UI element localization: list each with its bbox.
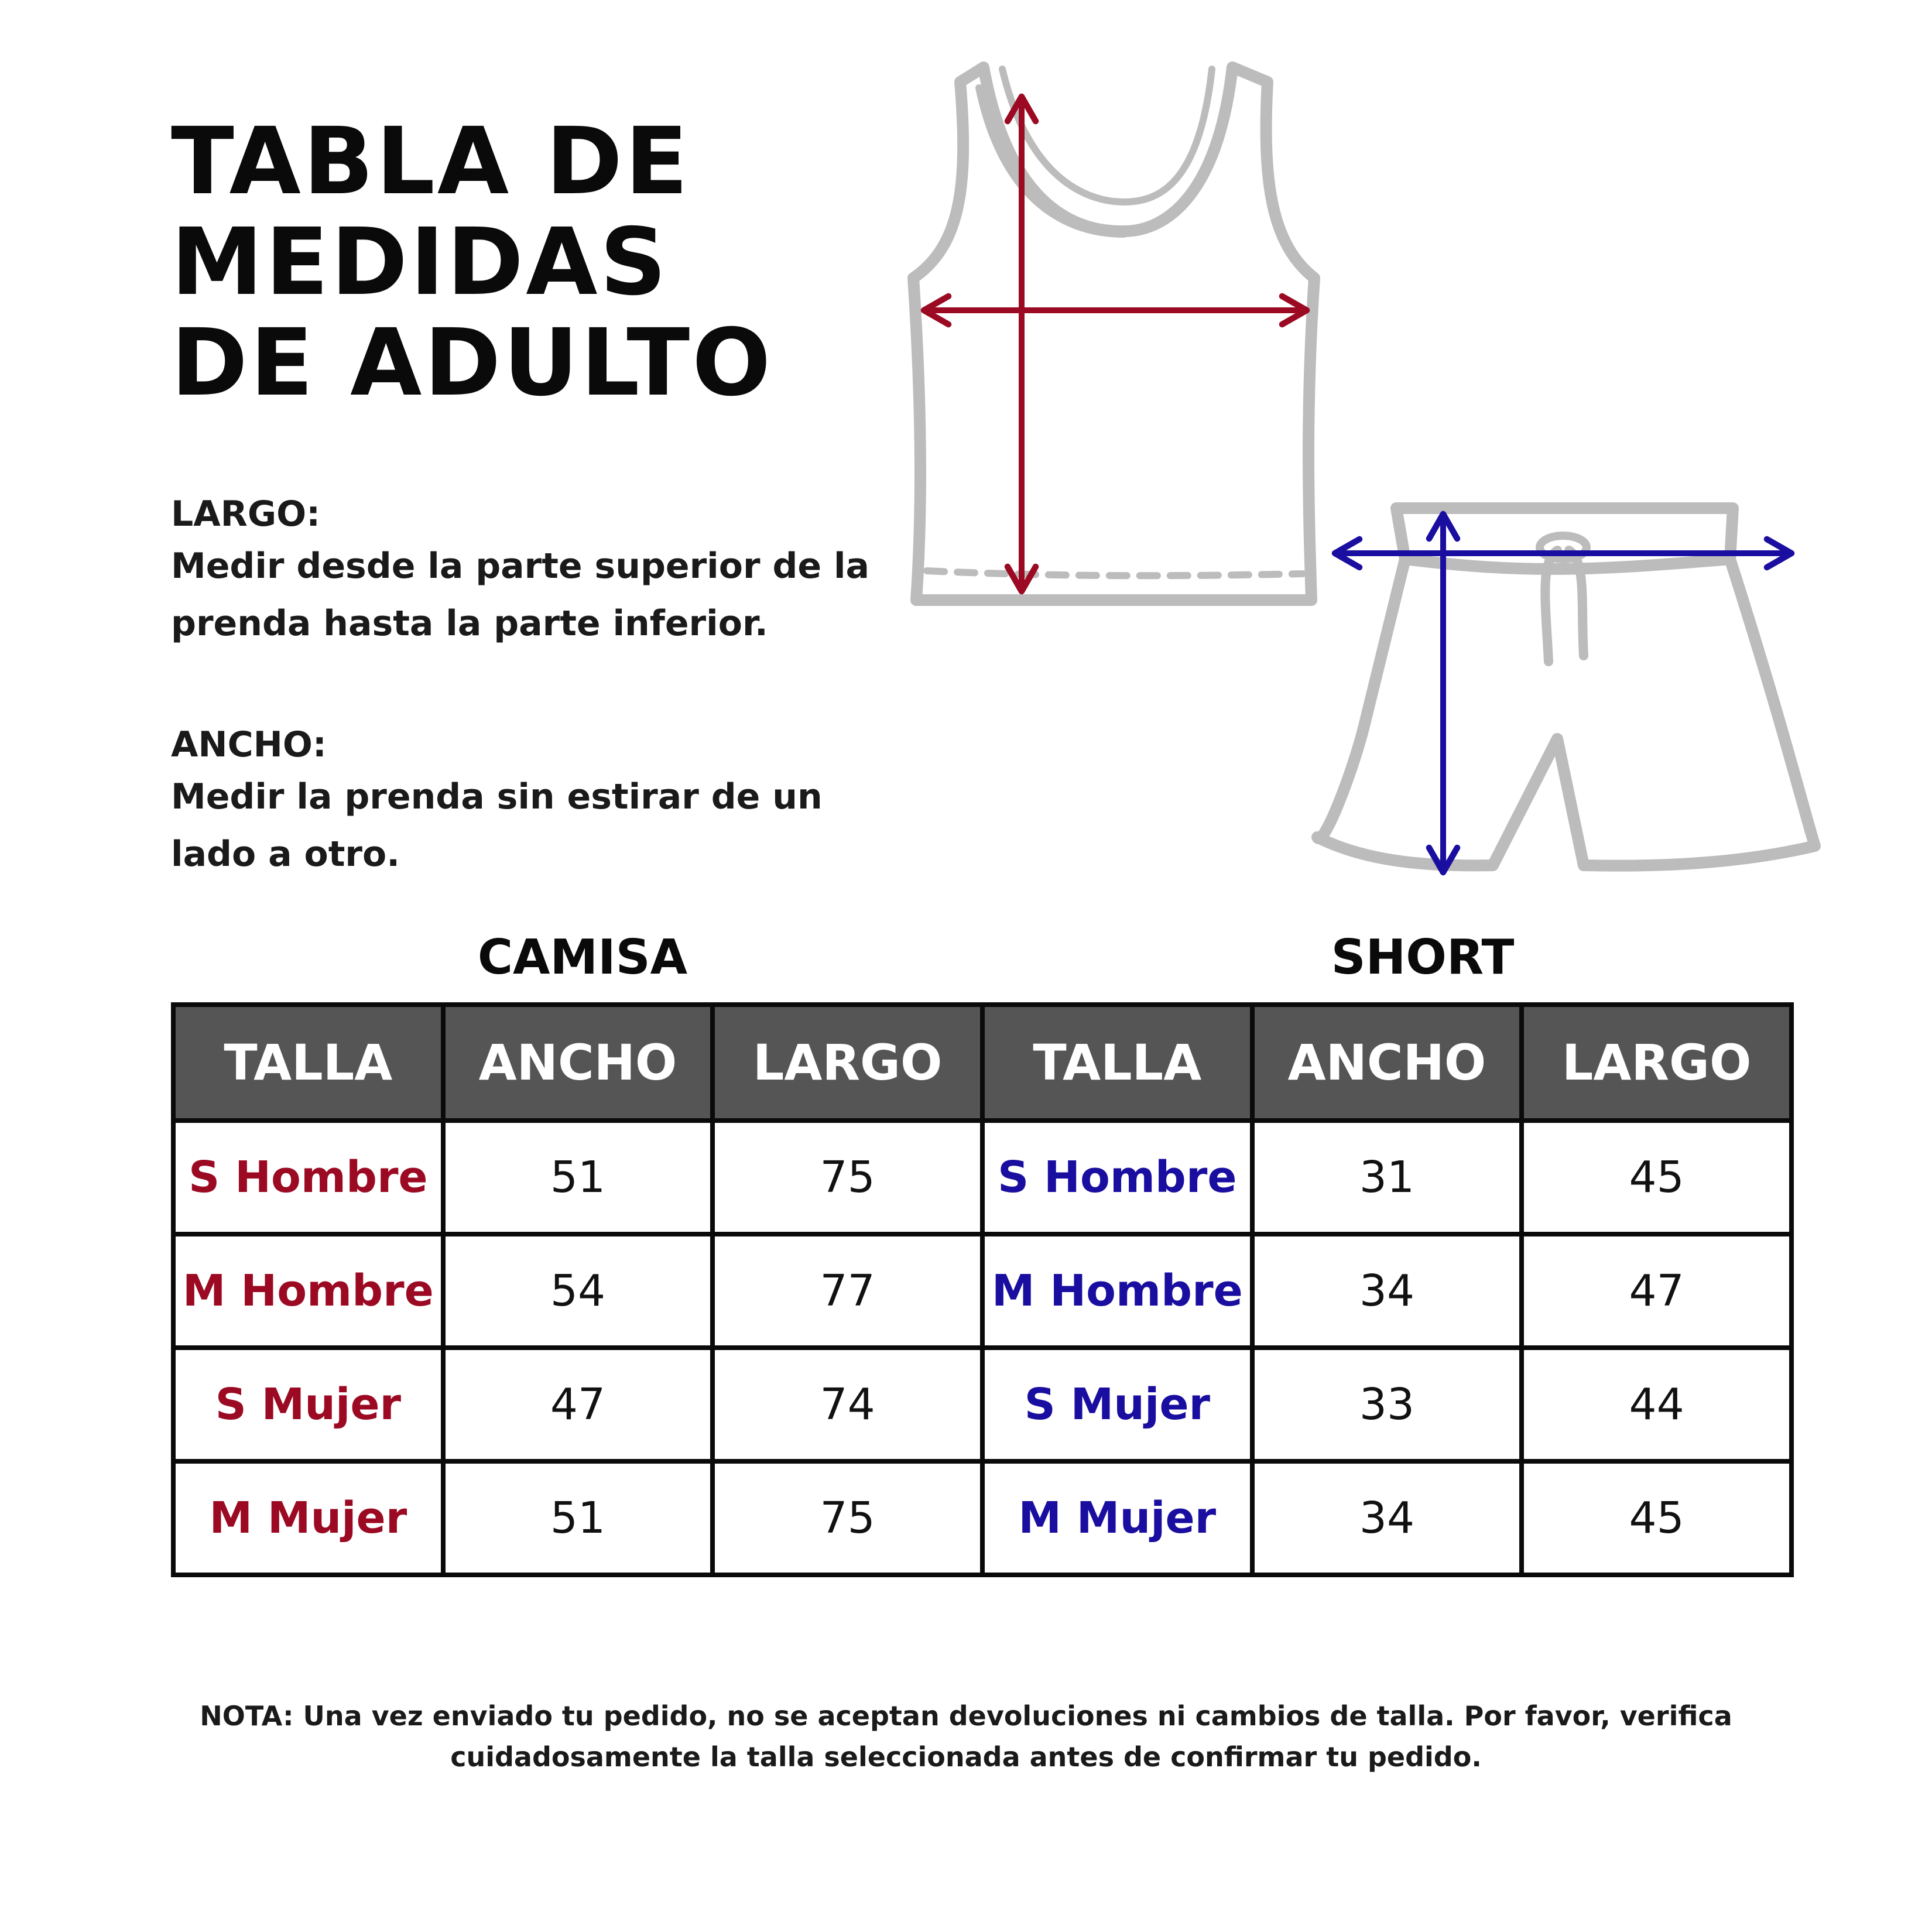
shorts-icon: [1317, 508, 1815, 866]
camisa-size-name: S Mujer: [173, 1348, 443, 1461]
camisa-largo-value: 74: [712, 1348, 982, 1461]
short-size-name: M Hombre: [982, 1234, 1252, 1348]
camisa-ancho-value: 47: [443, 1348, 713, 1461]
ancho-label: ANCHO:: [171, 724, 327, 765]
size-table: [171, 1002, 1794, 1577]
title-line-3: DE ADULTO: [171, 309, 773, 417]
title-line-1: TABLA DE: [171, 108, 691, 215]
header-camisa-ancho: ANCHO: [443, 1005, 713, 1121]
camisa-ancho-value: 51: [443, 1461, 713, 1575]
short-heading: SHORT: [1331, 930, 1515, 985]
camisa-largo-value: 77: [712, 1234, 982, 1348]
table-row: [173, 1121, 1791, 1234]
largo-text: Medir desde la parte superior de la prenda hasta la parte inferior.: [171, 546, 870, 644]
ancho-text: Medir la prenda sin estirar de un lado a otro.: [171, 776, 823, 875]
camisa-ancho-value: 51: [443, 1121, 713, 1234]
garment-illustration: [0, 0, 1932, 913]
camisa-largo-value: 75: [712, 1121, 982, 1234]
table-row: [173, 1461, 1791, 1575]
short-largo-value: 44: [1522, 1348, 1791, 1461]
disclaimer-note: NOTA: Una vez enviado tu pedido, no se aceptan devoluciones ni cambios de talla. Por favor, verifica cuidadosamente la talla seleccionada antes de confirmar tu pedido.: [200, 1700, 1732, 1773]
camisa-ancho-value: 54: [443, 1234, 713, 1348]
short-ancho-value: 31: [1252, 1121, 1522, 1234]
header-short-largo: LARGO: [1522, 1005, 1791, 1121]
header-short-talla: TALLA: [982, 1005, 1252, 1121]
header-camisa-largo: LARGO: [712, 1005, 982, 1121]
table-row: [173, 1234, 1791, 1348]
short-ancho-value: 33: [1252, 1348, 1522, 1461]
largo-label: LARGO:: [171, 494, 321, 535]
short-largo-value: 45: [1522, 1121, 1791, 1234]
camisa-size-name: S Hombre: [173, 1121, 443, 1234]
camisa-heading: CAMISA: [477, 930, 688, 985]
header-camisa-talla: TALLA: [173, 1005, 443, 1121]
short-size-name: M Mujer: [982, 1461, 1252, 1575]
short-largo-value: 47: [1522, 1234, 1791, 1348]
short-size-name: S Mujer: [982, 1348, 1252, 1461]
camisa-size-name: M Mujer: [173, 1461, 443, 1575]
short-ancho-value: 34: [1252, 1461, 1522, 1575]
camisa-size-name: M Hombre: [173, 1234, 443, 1348]
camisa-largo-value: 75: [712, 1461, 982, 1575]
header-short-ancho: ANCHO: [1252, 1005, 1522, 1121]
short-size-name: S Hombre: [982, 1121, 1252, 1234]
title-line-2: MEDIDAS: [171, 208, 669, 316]
table-header-row: [173, 1005, 1791, 1121]
tank-top-icon: [913, 67, 1314, 600]
short-largo-value: 45: [1522, 1461, 1791, 1575]
table-row: [173, 1348, 1791, 1461]
short-ancho-value: 34: [1252, 1234, 1522, 1348]
